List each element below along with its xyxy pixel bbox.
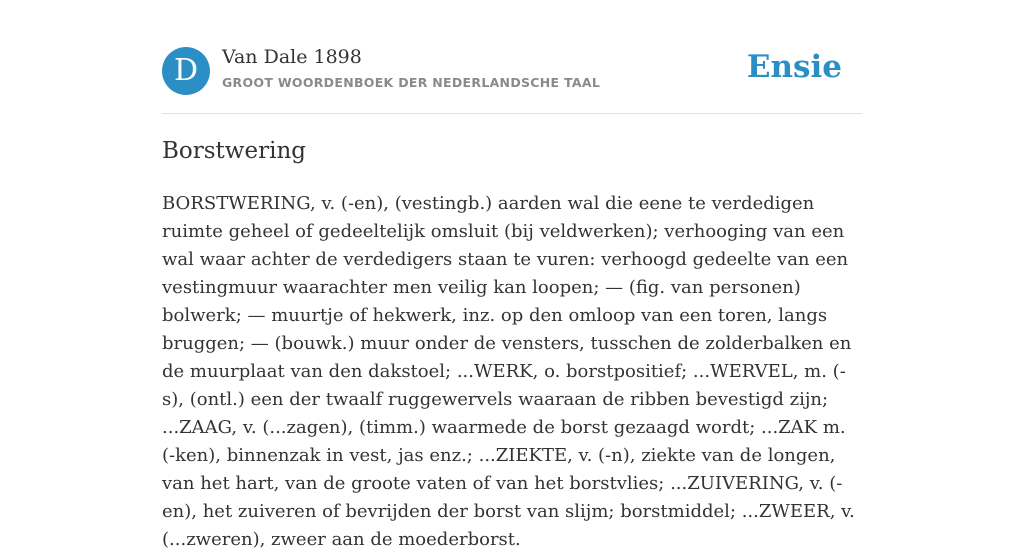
dictionary-logo[interactable]: D (162, 47, 210, 95)
entry-headword: Borstwering (162, 138, 306, 164)
dictionary-subtitle: GROOT WOORDENBOEK DER NEDERLANDSCHE TAAL (222, 75, 601, 90)
header-divider (162, 113, 862, 114)
brand-logo[interactable]: Ensie (746, 49, 842, 85)
dictionary-title[interactable]: Van Dale 1898 (222, 46, 362, 68)
entry-definition: BORSTWERING, v. (-en), (vestingb.) aarden wal die eene te verdedigen ruimte geheel of gedeeltelijk omsluit (bij veldwerken); verhooging van een wal waar achter de verdedigers staan te vuren: verhoogd gedeelte van een vestingmuur waarachter men veilig kan loopen; — (fig. van personen) bolwerk; — muurtje of hekwerk, inz. op den omloop van een toren, langs bruggen; — (bouwk.) muur onder de vensters, tusschen de zolderbalken en de muurplaat van den dakstoel; ...WERK, o. borstpositief; ...WERVEL, m. (-s), (ontl.) een der twaalf ruggewervels waaraan de ribben bevestigd zijn; ...ZAAG, v. (...zagen), (timm.) waarmede de borst gezaagd wordt; ...ZAK m. (-ken), binnenzak in vest, jas enz.; ...ZIEKTE, v. (-n), ziekte van de longen, van het hart, van de groote vaten of van het borstvlies; ...ZUIVERING, v. (-en), het zuiveren of bevrijden der borst van slijm; borstmiddel; ...ZWEER, v. (...zweren), zweer aan de moederborst. (162, 193, 855, 550)
header (162, 46, 862, 96)
